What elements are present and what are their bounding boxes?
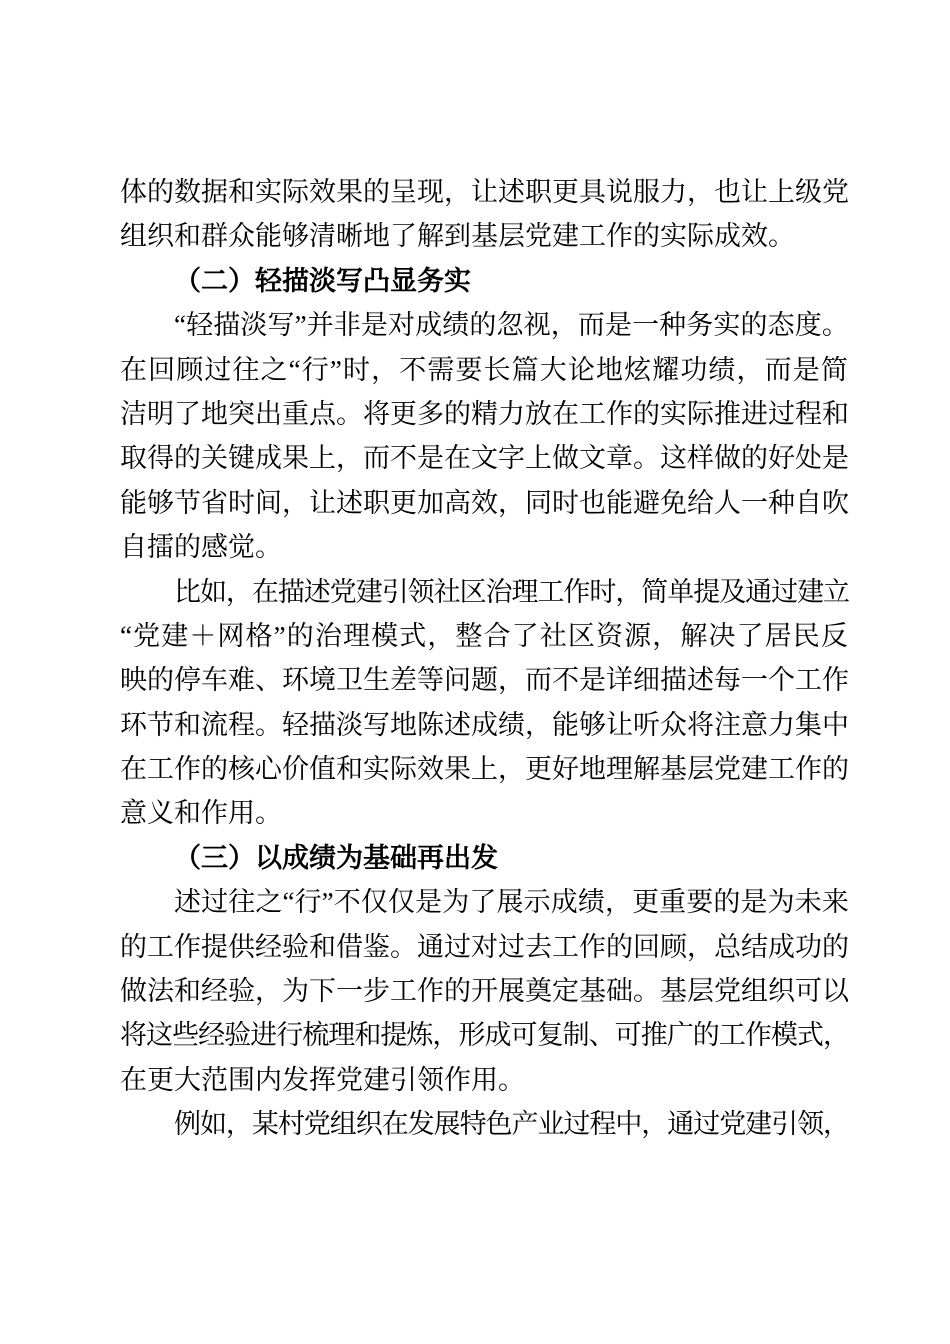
- text-line-content: 在回顾过往之“行”时，不需要长篇大论地炫耀功绩，而是简: [120, 354, 849, 385]
- section-heading: [120, 836, 849, 880]
- text-line: [120, 481, 849, 525]
- text-line-content: “轻描淡写”并非是对成绩的忽视，而是一种务实的态度。: [174, 310, 849, 341]
- text-line-content: 组织和群众能够清晰地了解到基层党建工作的实际成效。: [120, 221, 795, 252]
- text-line-content: 述过往之“行”不仅仅是为了展示成绩，更重要的是为未来: [174, 887, 849, 918]
- text-line-content: 做法和经验，为下一步工作的开展奠定基础。基层党组织可以: [120, 976, 849, 1007]
- text-line-content: （三）以成绩为基础再出发: [174, 842, 498, 873]
- text-line-content: 洁明了地突出重点。将更多的精力放在工作的实际推进过程和: [120, 398, 849, 429]
- text-line-content: 自擂的感觉。: [120, 532, 282, 563]
- text-line-content: 例如，某村党组织在发展特色产业过程中，通过党建引领，: [174, 1109, 849, 1140]
- text-line: [120, 392, 849, 436]
- text-line: [120, 614, 849, 658]
- text-line: [120, 214, 849, 258]
- text-line-content: 在更大范围内发挥党建引领作用。: [120, 1064, 525, 1095]
- text-line: [120, 703, 849, 747]
- document-body: [120, 170, 849, 1147]
- text-line: [120, 747, 849, 791]
- text-line: [120, 880, 849, 924]
- text-line-content: 映的停车难、环境卫生差等问题，而不是详细描述每一个工作: [120, 665, 849, 696]
- text-line: [120, 303, 849, 347]
- text-line-content: 在工作的核心价值和实际效果上，更好地理解基层党建工作的: [120, 754, 849, 785]
- text-line: [120, 1013, 849, 1057]
- text-line: [120, 170, 849, 214]
- text-line: [120, 925, 849, 969]
- text-line: [120, 1058, 849, 1102]
- text-line: [120, 658, 849, 702]
- text-line-content: 意义和作用。: [120, 798, 282, 829]
- text-line-content: 的工作提供经验和借鉴。通过对过去工作的回顾，总结成功的: [120, 931, 849, 962]
- text-line: [120, 570, 849, 614]
- text-line-content: 取得的关键成果上，而不是在文字上做文章。这样做的好处是: [120, 443, 849, 474]
- text-line-content: 能够节省时间，让述职更加高效，同时也能避免给人一种自吹: [120, 487, 849, 518]
- text-line-content: 比如，在描述党建引领社区治理工作时，简单提及通过建立: [174, 576, 849, 607]
- text-line-content: 将这些经验进行梳理和提炼，形成可复制、可推广的工作模式，: [120, 1020, 849, 1051]
- text-line: [120, 436, 849, 480]
- text-line: [120, 791, 849, 835]
- text-line: [120, 969, 849, 1013]
- text-line-content: 体的数据和实际效果的呈现，让述职更具说服力，也让上级党: [120, 177, 849, 207]
- text-line: [120, 525, 849, 569]
- text-line: [120, 348, 849, 392]
- text-line-content: 环节和流程。轻描淡写地陈述成绩，能够让听众将注意力集中: [120, 709, 849, 740]
- text-line: [120, 1102, 849, 1146]
- text-line-content: “党建＋网格”的治理模式，整合了社区资源，解决了居民反: [120, 620, 849, 651]
- section-heading: [120, 259, 849, 303]
- text-line-content: （二）轻描淡写凸显务实: [174, 265, 471, 296]
